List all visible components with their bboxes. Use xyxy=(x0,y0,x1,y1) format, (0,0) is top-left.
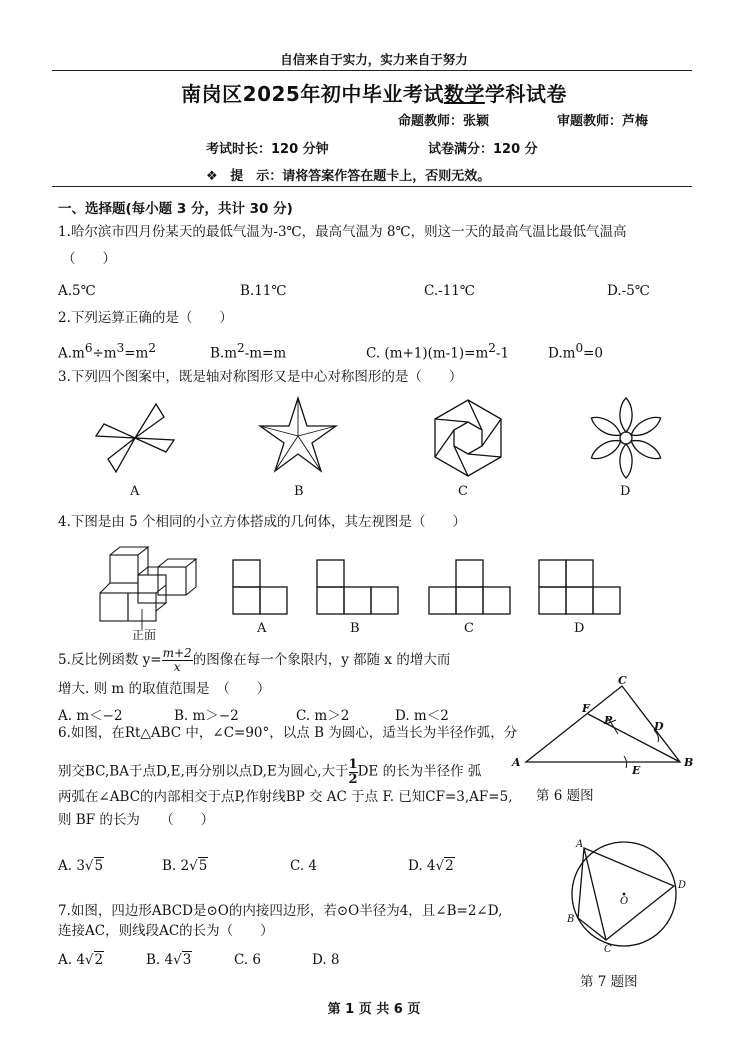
q1-option-c[interactable]: C.-11℃ xyxy=(424,283,475,299)
author: 命题教师：张颖 xyxy=(398,114,490,129)
q6-option-c[interactable]: C. 4 xyxy=(290,858,318,874)
q5-line1: 5.反比例函数 y= $\frac{m+2}{x}$ 的图像在每一个象限内，y 都随 x 的增大而 xyxy=(58,646,451,675)
q7-option-c[interactable]: C. 6 xyxy=(234,952,262,968)
q4-label-d: D xyxy=(574,621,585,636)
q6-line4: 则 BF 的长为 （ ） xyxy=(58,812,215,828)
q1-option-b[interactable]: B.11℃ xyxy=(240,283,287,299)
q3-text: 3.下列四个图案中，既是轴对称图形又是中心对称图形的是（ ） xyxy=(58,369,463,385)
q3-figure-b-star[interactable] xyxy=(258,396,338,476)
section-title: 一、选择题(每小题 3 分，共计 30 分) xyxy=(58,201,293,217)
q4-label-b: B xyxy=(350,621,360,636)
q6-point-c: C xyxy=(618,674,627,687)
q4-view-d[interactable] xyxy=(538,559,624,615)
q7-circle-figure xyxy=(562,836,692,954)
q5-option-a[interactable]: A. m＜−2 xyxy=(58,708,123,724)
title-part1: 南岗区 xyxy=(181,82,243,106)
q7-point-a: A xyxy=(576,839,584,850)
q7-line1: 7.如图，四边形ABCD是⊙O的内接四边形，若⊙O半径为4，且∠B=2∠D, xyxy=(58,903,503,919)
q4-cube-solid xyxy=(98,545,198,627)
q3-figure-c-hexagon[interactable] xyxy=(428,398,508,478)
q1-paren: （ ） xyxy=(62,251,116,267)
notice-rule xyxy=(52,186,692,187)
q2-option-b[interactable]: $B.m^2-m=m$ xyxy=(210,341,287,362)
q5-line2: 增大. 则 m 的取值范围是 （ ） xyxy=(58,681,271,697)
q4-text: 4.下图是由 5 个相同的小立方体搭成的几何体，其左视图是（ ） xyxy=(58,514,467,530)
q5-option-b[interactable]: B. m＞−2 xyxy=(174,708,239,724)
duration: 考试时长：120 分钟 xyxy=(206,142,329,157)
header-rule xyxy=(52,70,692,71)
q6-point-a: A xyxy=(512,756,521,769)
q3-label-b: B xyxy=(294,484,304,499)
q4-label-a: A xyxy=(257,621,267,636)
motto: 自信来自于实力，实力来自于努力 xyxy=(280,52,468,67)
q1-text: 1.哈尔滨市四月份某天的最低气温为-3℃，最高气温为 8℃，则这一天的最高气温比最低气温高 xyxy=(58,224,627,240)
q5-fraction: $\frac{m+2}{x}$ xyxy=(162,646,192,675)
q7-point-c: C xyxy=(604,944,612,955)
q7-point-b: B xyxy=(567,914,575,925)
q4-view-b[interactable] xyxy=(316,559,402,615)
notice-text: 提 示：请将答案作答在题卡上，否则无效。 xyxy=(230,169,491,184)
q6-line2: 别交BC,BA于点D,E,再分别以点D,E为圆心,大于 $\frac{1}{2}DE$ 的长为半径作 弧 xyxy=(58,757,482,787)
q7-option-a[interactable]: A. 4√2 xyxy=(58,952,104,968)
q7-option-d[interactable]: D. 8 xyxy=(312,952,340,968)
full-score: 试卷满分：120 分 xyxy=(428,142,538,157)
q7-caption: 第 7 题图 xyxy=(580,974,638,990)
q2-option-d[interactable]: $D.m^0=0$ xyxy=(548,341,603,362)
reviewer: 审题教师：芦梅 xyxy=(557,114,649,129)
q6-point-f: F xyxy=(582,702,590,715)
page-number: 第 1 页 共 6 页 xyxy=(327,1002,421,1017)
notice-icon: ❖ xyxy=(206,169,218,184)
q6-option-b[interactable]: B. 2√5 xyxy=(162,858,208,874)
q7-point-o: O xyxy=(620,896,629,907)
q6-point-b: B xyxy=(684,756,694,769)
q5-option-d[interactable]: D. m＜2 xyxy=(395,708,449,724)
title-part2: 年初中毕业考试 xyxy=(300,82,444,106)
q4-view-a[interactable] xyxy=(232,559,292,615)
q3-figure-d-flower[interactable] xyxy=(584,396,668,480)
q6-point-p: P xyxy=(604,714,613,727)
q7-point-d: D xyxy=(678,880,687,891)
q1-option-d[interactable]: D.-5℃ xyxy=(607,283,650,299)
q2-option-a[interactable]: $A.m^6\div m^3=m^2$ xyxy=(58,341,157,362)
exam-title xyxy=(0,78,748,107)
q3-label-d: D xyxy=(620,484,631,499)
q2-text: 2.下列运算正确的是（ ） xyxy=(58,310,233,326)
q6-triangle-figure xyxy=(512,676,702,786)
notice xyxy=(206,165,490,184)
q6-option-d[interactable]: D. 4√2 xyxy=(408,858,454,874)
q5-option-c[interactable]: C. m＞2 xyxy=(296,708,350,724)
q7-option-b[interactable]: B. 4√3 xyxy=(146,952,192,968)
q6-caption: 第 6 题图 xyxy=(536,788,594,804)
q3-label-a: A xyxy=(130,484,140,499)
title-part4: 学科试卷 xyxy=(484,82,567,106)
title-part3: 数学 xyxy=(443,82,485,106)
q4-view-c[interactable] xyxy=(428,559,514,615)
title-year: 2025 xyxy=(242,82,301,106)
q6-point-e: E xyxy=(632,764,641,777)
q4-label-c: C xyxy=(464,621,474,636)
q3-label-c: C xyxy=(458,484,468,499)
q3-figure-a-pinwheel[interactable] xyxy=(90,398,180,482)
q6-fraction: $\frac{1}{2}$ xyxy=(348,757,358,787)
q7-line2: 连接AC，则线段AC的长为（ ） xyxy=(58,923,274,939)
q6-point-d: D xyxy=(654,720,664,733)
q6-line1: 6.如图，在Rt△ABC 中，∠C=90°，以点 B 为圆心，适当长为半径作弧，分 xyxy=(58,725,518,741)
q4-front-label: 正面 xyxy=(132,628,157,642)
q2-option-c[interactable]: C. $(m+1)(m-1)=m^2-1$ xyxy=(366,341,510,362)
q1-option-a[interactable]: A.5℃ xyxy=(58,283,96,299)
q6-line3: 两弧在∠ABC的内部相交于点P,作射线BP 交 AC 于点 F. 已知CF=3,AF=5, xyxy=(58,789,513,805)
q6-option-a[interactable]: A. 3√5 xyxy=(58,858,104,874)
